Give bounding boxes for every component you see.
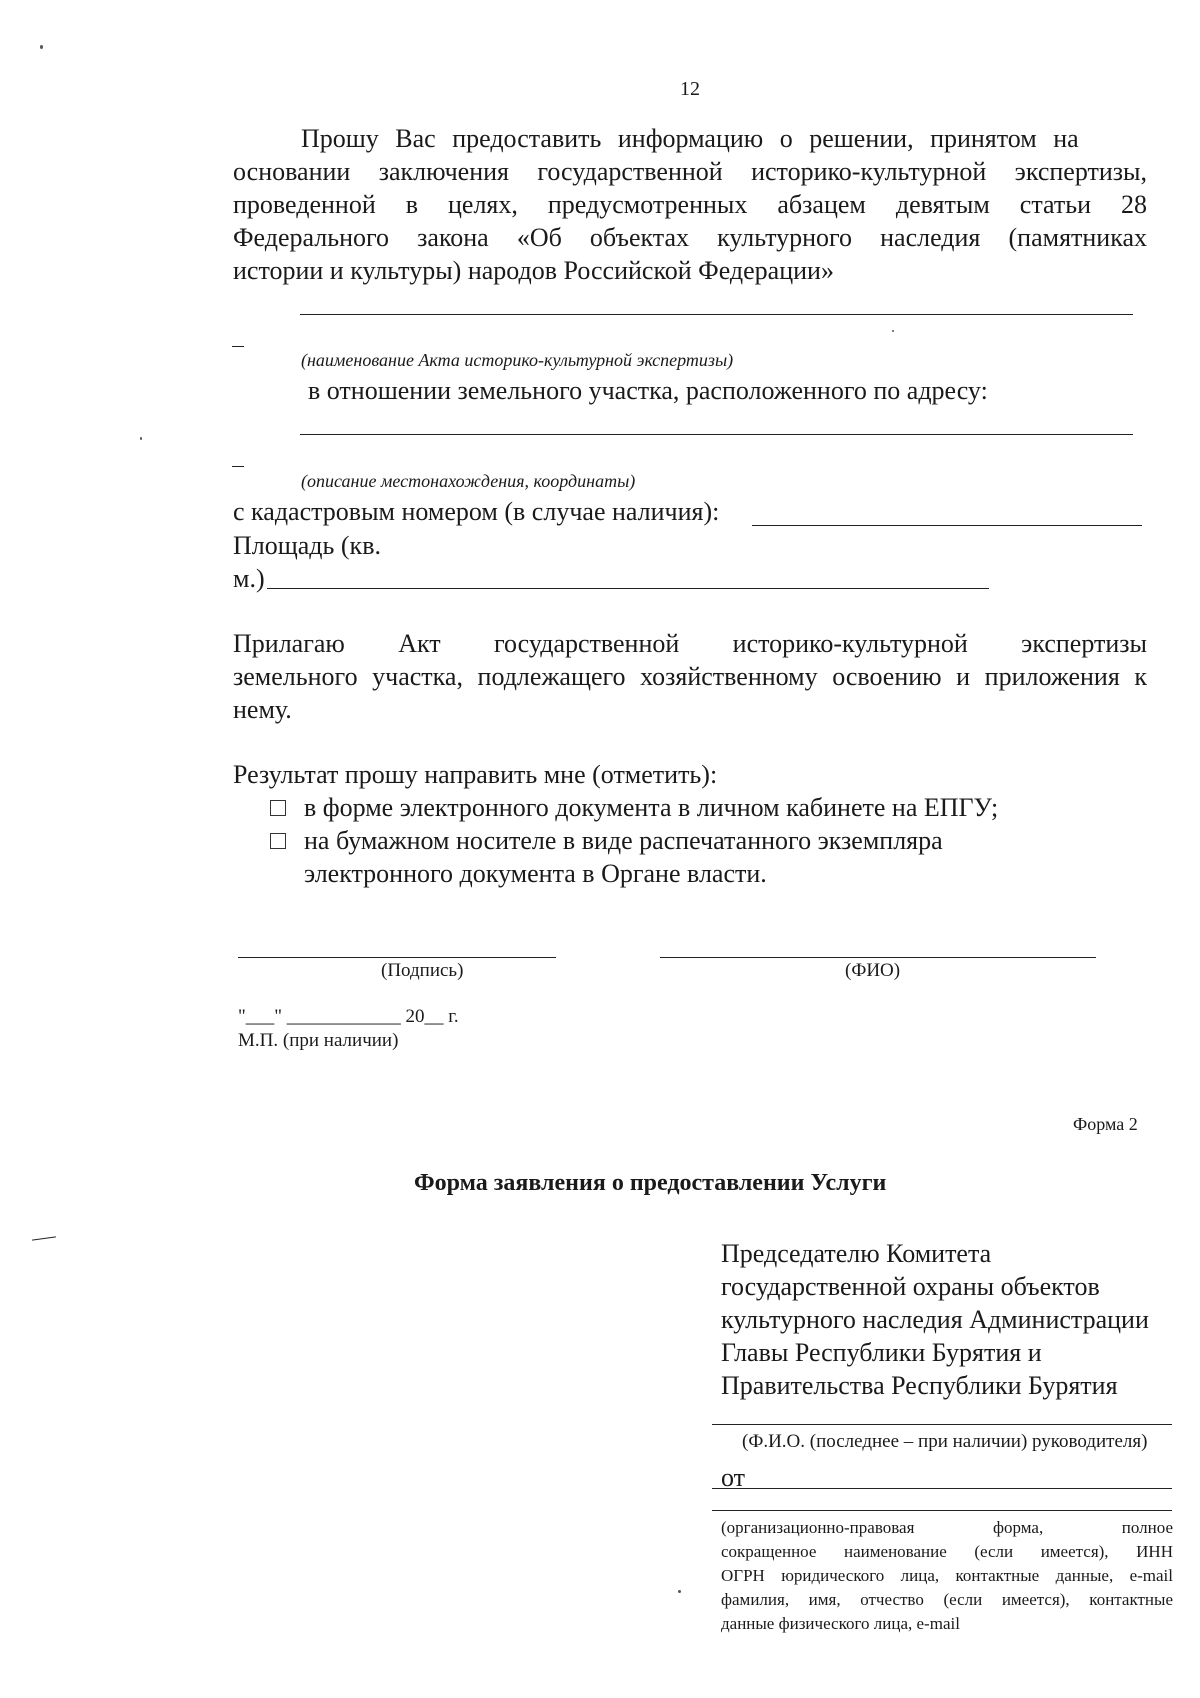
- location-field[interactable]: [300, 434, 1133, 435]
- request-line-4: Федерального закона «Об объектах культурного наследия (памятниках: [233, 223, 1147, 252]
- request-line-1: Прошу Вас предоставить информацию о решении, принятом на: [301, 124, 1079, 153]
- dash-mark: [232, 346, 244, 347]
- signature-caption: (Подпись): [381, 960, 464, 981]
- act-name-caption: (наименование Акта историко-культурной экспертизы): [301, 350, 734, 370]
- area-field[interactable]: [267, 588, 989, 589]
- head-name-field[interactable]: [712, 1424, 1172, 1425]
- scan-mark: [32, 1236, 56, 1240]
- addressee-line-5: Правительства Республики Бурятия: [721, 1371, 1118, 1400]
- option-electronic-label: в форме электронного документа в личном кабинете на ЕПГУ;: [304, 793, 999, 822]
- checkbox-paper[interactable]: [270, 833, 286, 849]
- cadastral-field[interactable]: [752, 525, 1142, 526]
- applicant-note-line-1: (организационно-правовая форма, полное: [721, 1518, 1173, 1537]
- dash-mark: [232, 466, 244, 467]
- attachment-line-3: нему.: [233, 695, 292, 724]
- addressee-line-1: Председателю Комитета: [721, 1239, 992, 1268]
- option-paper[interactable]: [270, 824, 943, 857]
- attachment-line-2: земельного участка, подлежащего хозяйственному освоению и приложения к: [233, 662, 1147, 691]
- applicant-note-line-2: сокращенное наименование (если имеется), ИНН: [721, 1542, 1173, 1561]
- signature-field[interactable]: [238, 957, 556, 958]
- applicant-note-line-3: ОГРН юридического лица, контактные данные, e-mail: [721, 1566, 1173, 1585]
- from-field[interactable]: [712, 1488, 1172, 1489]
- addressee-line-2: государственной охраны объектов: [721, 1272, 1100, 1301]
- applicant-field[interactable]: [712, 1510, 1172, 1511]
- form-number: Форма 2: [1073, 1114, 1138, 1134]
- applicant-note-line-4: фамилия, имя, отчество (если имеется), контактные: [721, 1590, 1173, 1609]
- name-caption: (ФИО): [845, 960, 901, 981]
- applicant-note-line-5: данные физического лица, e-mail: [721, 1614, 960, 1633]
- scan-speck: [40, 45, 43, 49]
- request-line-2: основании заключения государственной историко-культурной экспертизы,: [233, 157, 1147, 186]
- date-line: "___" ____________ 20__ г.: [238, 1006, 459, 1027]
- name-field[interactable]: [660, 957, 1096, 958]
- area-label-unit: м.): [233, 564, 265, 593]
- seal-caption: М.П. (при наличии): [238, 1030, 399, 1051]
- result-label: Результат прошу направить мне (отметить):: [233, 760, 718, 789]
- option-paper-label: на бумажном носителе в виде распечатанного экземпляра: [304, 826, 943, 855]
- from-label: от: [721, 1463, 746, 1492]
- scan-speck: [892, 330, 894, 332]
- attachment-line-1: Прилагаю Акт государственной историко-культурной экспертизы: [233, 629, 1147, 658]
- act-name-field[interactable]: [300, 314, 1133, 315]
- request-line-5: истории и культуры) народов Российской Федерации»: [233, 256, 834, 285]
- addressee-line-4: Главы Республики Бурятия и: [721, 1338, 1042, 1367]
- head-name-caption: (Ф.И.О. (последнее – при наличии) руководителя): [742, 1431, 1148, 1452]
- option-electronic[interactable]: [270, 791, 998, 824]
- area-label: Площадь (кв.: [233, 531, 381, 560]
- scan-speck: [678, 1590, 681, 1593]
- scan-speck: [140, 437, 142, 440]
- addressee-line-3: культурного наследия Администрации: [721, 1305, 1149, 1334]
- cadastral-label: с кадастровым номером (в случае наличия):: [233, 497, 720, 526]
- form-title: Форма заявления о предоставлении Услуги: [414, 1170, 887, 1196]
- option-paper-label-cont: электронного документа в Органе власти.: [304, 859, 767, 888]
- checkbox-electronic[interactable]: [270, 800, 286, 816]
- page-number: 12: [680, 78, 700, 100]
- land-plot-line: в отношении земельного участка, расположенного по адресу:: [308, 376, 988, 405]
- location-caption: (описание местонахождения, координаты): [301, 471, 636, 491]
- applicant-note: [721, 1516, 1173, 1636]
- request-line-3: проведенной в целях, предусмотренных абзацем девятым статьи 28: [233, 190, 1147, 219]
